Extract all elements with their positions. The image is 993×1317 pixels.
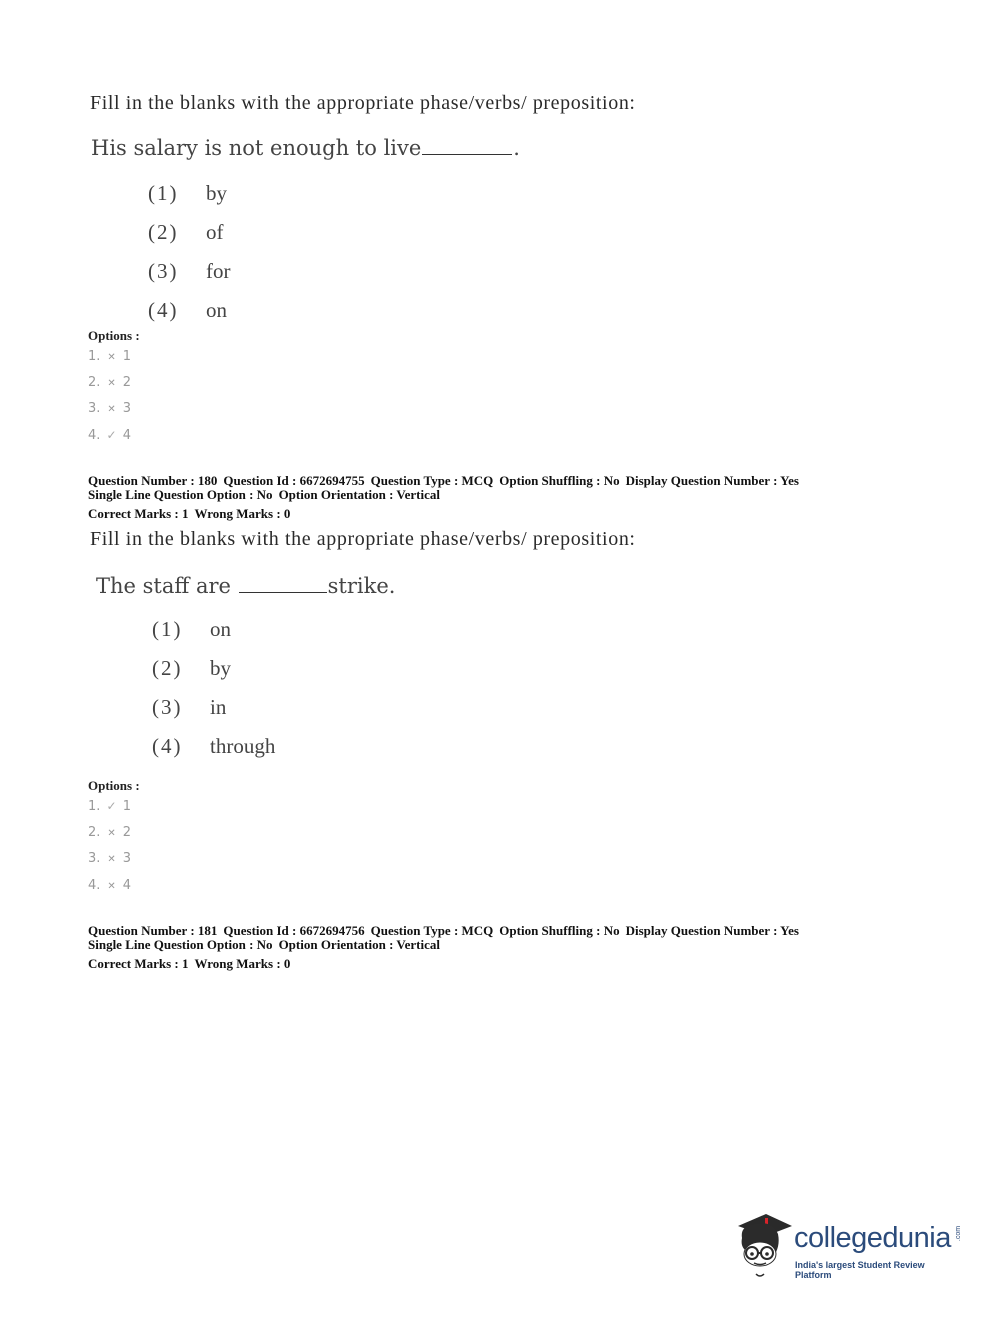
options-label: Options : (88, 778, 140, 793)
question-meta: Question Number : 181 Question Id : 6672694756 Question Type : MCQ Option Shuffling : No Display Question Number : Yes (88, 923, 799, 938)
cross-icon: ✕ (107, 854, 116, 865)
logo-tagline: India's largest Student Review Platform (795, 1260, 925, 1280)
question-choice: (2) of (148, 220, 224, 244)
answer-option: 4. ✕ 4 (88, 878, 131, 893)
logo-domain: .com (955, 1225, 963, 1242)
answer-option: 1. ✓ 1 (88, 799, 131, 814)
question-choice: (3) in (152, 695, 227, 719)
check-icon: ✓ (106, 799, 117, 813)
question-sentence: The staff are strike. (96, 574, 396, 598)
question-choice: (1) on (152, 617, 231, 641)
question-choice: (4) through (152, 734, 276, 758)
question-heading: Fill in the blanks with the appropriate phase/verbs/ preposition: (90, 528, 636, 550)
question-marks: Correct Marks : 1 Wrong Marks : 0 (88, 506, 291, 521)
answer-option: 1. ✕ 1 (88, 349, 131, 364)
sentence-end: . (513, 136, 520, 160)
cross-icon: ✕ (107, 881, 116, 892)
question-choice: (3) for (148, 259, 231, 283)
answer-option: 3. ✕ 3 (88, 401, 131, 416)
sentence-text: His salary is not enough to live (91, 136, 422, 160)
blank-line (422, 153, 512, 155)
blank-line (239, 591, 327, 593)
question-marks: Correct Marks : 1 Wrong Marks : 0 (88, 956, 291, 971)
collegedunia-logo[interactable] (732, 1208, 962, 1284)
options-label: Options : (88, 328, 140, 343)
answer-option: 2. ✕ 2 (88, 825, 131, 840)
answer-option: 3. ✕ 3 (88, 851, 131, 866)
cross-icon: ✕ (107, 352, 116, 363)
question-choice: (1) by (148, 181, 227, 205)
check-icon: ✓ (106, 428, 117, 442)
question-meta-line2: Single Line Question Option : No Option Orientation : Vertical (88, 937, 440, 952)
answer-option: 4. ✓ 4 (88, 428, 131, 443)
logo-wordmark: collegedunia (794, 1222, 951, 1254)
question-choice: (4) on (148, 298, 227, 322)
mascot-icon (732, 1208, 794, 1284)
question-meta-line2: Single Line Question Option : No Option Orientation : Vertical (88, 487, 440, 502)
answer-option: 2. ✕ 2 (88, 375, 131, 390)
cross-icon: ✕ (107, 404, 116, 415)
question-sentence (91, 136, 520, 160)
cross-icon: ✕ (107, 378, 116, 389)
cross-icon: ✕ (107, 828, 116, 839)
question-choice: (2) by (152, 656, 231, 680)
question-heading: Fill in the blanks with the appropriate phase/verbs/ preposition: (90, 92, 636, 114)
question-meta: Question Number : 180 Question Id : 6672694755 Question Type : MCQ Option Shuffling : No Display Question Number : Yes (88, 473, 799, 488)
